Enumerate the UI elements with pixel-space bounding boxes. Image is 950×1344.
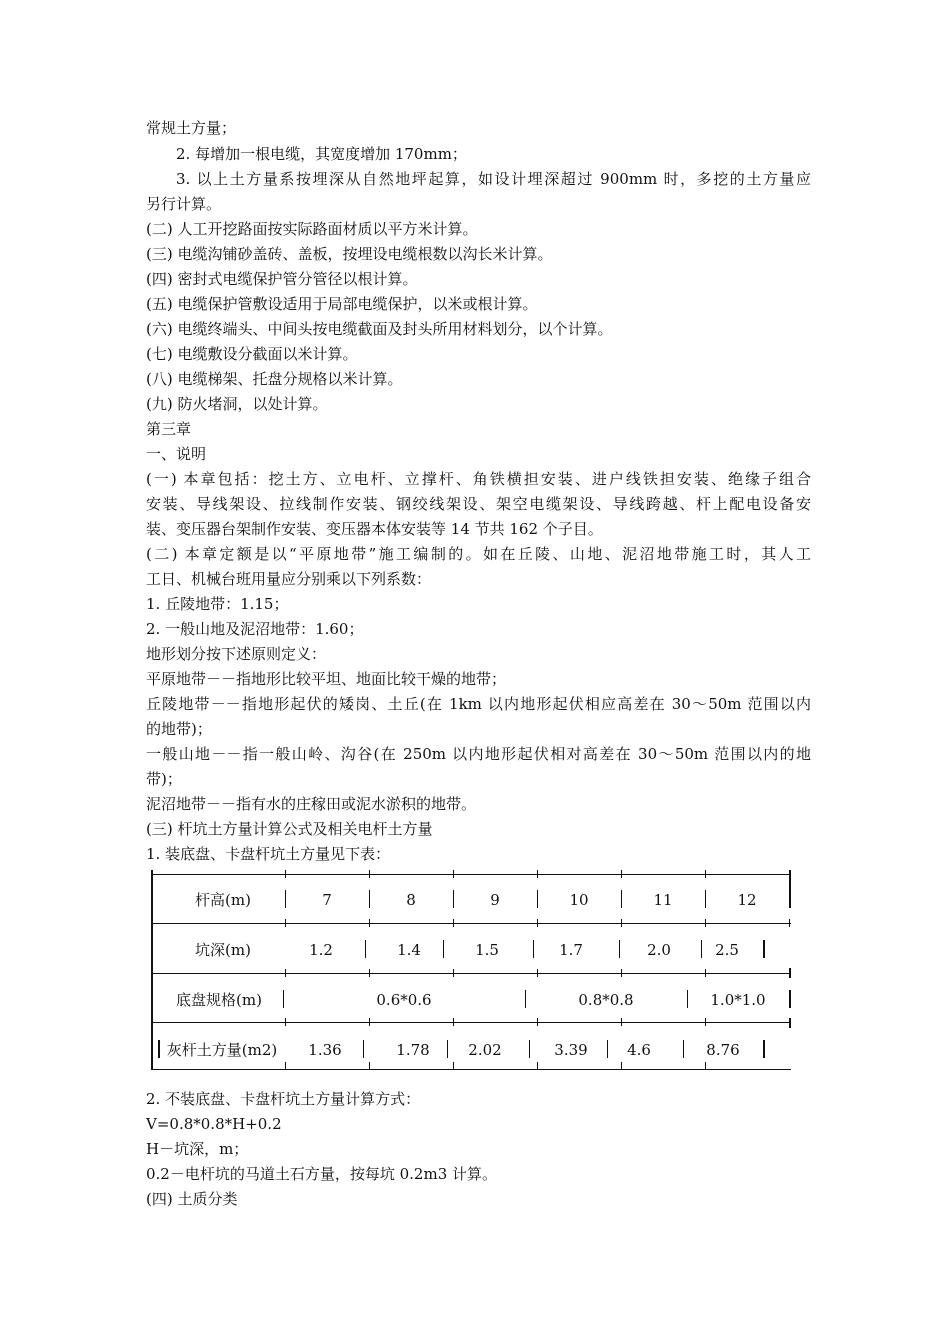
table-rule bbox=[151, 874, 791, 875]
table-tick bbox=[453, 969, 454, 977]
paragraph: 2. 不装底盘、卡盘杆坑土方量计算方式： bbox=[146, 1090, 421, 1108]
table-tick bbox=[705, 870, 706, 878]
table-tick bbox=[537, 1018, 538, 1026]
paragraph: 1. 装底盘、卡盘杆坑土方量见下表： bbox=[146, 845, 391, 863]
row-label: 坑深(m) bbox=[195, 941, 251, 959]
paragraph: (九) 防火堵洞，以处计算。 bbox=[146, 395, 328, 413]
table-cell: 2.0 bbox=[647, 941, 671, 959]
paragraph: 1. 丘陵地带：1.15； bbox=[146, 595, 289, 613]
paragraph: 常规土方量； bbox=[146, 119, 237, 137]
table-rule bbox=[151, 1069, 791, 1070]
paragraph: (二) 本章定额是以“平原地带”施工编制的。如在丘陵、山地、泥沼地带施工时，其人工 bbox=[146, 545, 811, 563]
paragraph: 地形划分按下述原则定义： bbox=[146, 645, 327, 663]
row-label: 灰杆土方量(m2) bbox=[166, 1041, 278, 1059]
paragraph: 泥沼地带－－指有水的庄稼田或泥水淤积的地带。 bbox=[146, 795, 477, 813]
table-tick bbox=[285, 1018, 286, 1026]
table-rule bbox=[151, 973, 791, 974]
table-cell: 10 bbox=[569, 891, 589, 909]
table-cell: 7 bbox=[322, 891, 332, 909]
table-cell: 8 bbox=[406, 891, 416, 909]
paragraph: (七) 电缆敷设分截面以米计算。 bbox=[146, 345, 358, 363]
paragraph: 丘陵地带－－指地形起伏的矮岗、土丘(在 1km 以内地形起伏相应高差在 30～50m 范围以内 bbox=[146, 695, 811, 713]
table-cell: 1.78 bbox=[396, 1041, 430, 1059]
table-cell: 1.2 bbox=[309, 941, 333, 959]
table-border-right bbox=[789, 968, 791, 978]
formula: V=0.8*0.8*H+0.2 bbox=[146, 1115, 282, 1133]
table-tick bbox=[369, 1018, 370, 1026]
paragraph: (八) 电缆梯架、托盘分规格以米计算。 bbox=[146, 370, 403, 388]
table-tick bbox=[537, 870, 538, 878]
paragraph: 3. 以上土方量系按埋深从自然地坪起算，如设计埋深超过 900mm 时，多挖的土方量应 bbox=[176, 170, 811, 188]
row-label: 杆高(m) bbox=[195, 891, 251, 909]
table-tick bbox=[453, 1018, 454, 1026]
paragraph: 另行计算。 bbox=[146, 195, 222, 213]
table-cell: 1.0*1.0 bbox=[710, 991, 766, 1009]
table-tick bbox=[621, 870, 622, 878]
chapter-heading: 第三章 bbox=[146, 420, 192, 438]
table-tick bbox=[453, 1062, 454, 1070]
paragraph: (四) 密封式电缆保护管分管径以根计算。 bbox=[146, 270, 418, 288]
table-tick bbox=[285, 870, 286, 878]
paragraph: 2. 一般山地及泥沼地带：1.60； bbox=[146, 620, 364, 638]
table-cell: 8.76 bbox=[706, 1041, 740, 1059]
paragraph: 的地带)； bbox=[146, 720, 212, 738]
paragraph: 装、变压器台架制作安装、变压器本体安装等 14 节共 162 个子目。 bbox=[146, 520, 603, 538]
table-border-right bbox=[789, 1018, 791, 1028]
table-tick bbox=[537, 969, 538, 977]
table-rule bbox=[151, 1022, 791, 1023]
table-tick bbox=[621, 1062, 622, 1070]
paragraph: 0.2－电杆坑的马道土石方量，按每坑 0.2m3 计算。 bbox=[146, 1165, 498, 1183]
paragraph: 工日、机械台班用量应分别乘以下列系数： bbox=[146, 570, 432, 588]
paragraph: 安装、导线架设、拉线制作安装、钢绞线架设、架空电缆架设、导线跨越、杆上配电设备安 bbox=[146, 495, 811, 513]
table-tick bbox=[621, 1018, 622, 1026]
cell-separator bbox=[365, 940, 366, 958]
table-tick bbox=[537, 1062, 538, 1070]
paragraph: 平原地带－－指地形比较平坦、地面比较干燥的地带； bbox=[146, 670, 507, 688]
pole-pit-earthwork-table bbox=[151, 870, 791, 1070]
table-cell: 1.4 bbox=[397, 941, 421, 959]
paragraph: 2. 每增加一根电缆，其宽度增加 170mm； bbox=[176, 145, 467, 163]
table-cell: 3.39 bbox=[554, 1041, 588, 1059]
table-rule bbox=[151, 923, 791, 924]
table-tick bbox=[453, 919, 454, 927]
table-tick bbox=[705, 919, 706, 927]
table-cell: 0.6*0.6 bbox=[376, 991, 432, 1009]
table-cell: 11 bbox=[653, 891, 673, 909]
table-border-left bbox=[151, 870, 153, 1070]
table-tick bbox=[705, 969, 706, 977]
table-cell: 2.5 bbox=[715, 941, 739, 959]
table-cell: 12 bbox=[737, 891, 757, 909]
paragraph: (四) 土质分类 bbox=[146, 1190, 238, 1208]
paragraph: (五) 电缆保护管敷设适用于局部电缆保护，以米或根计算。 bbox=[146, 295, 538, 313]
paragraph: H－坑深，m； bbox=[146, 1140, 249, 1158]
table-border-right bbox=[789, 870, 791, 908]
paragraph: (二) 人工开挖路面按实际路面材质以平方米计算。 bbox=[146, 220, 478, 238]
table-tick bbox=[369, 919, 370, 927]
section-heading: 一、说明 bbox=[146, 445, 207, 463]
cell-separator bbox=[789, 990, 791, 1008]
row-label: 底盘规格(m) bbox=[176, 991, 262, 1009]
table-cell: 2.02 bbox=[468, 1041, 502, 1059]
table-cell: 1.7 bbox=[559, 941, 583, 959]
table-tick bbox=[789, 919, 790, 927]
table-tick bbox=[621, 919, 622, 927]
table-tick bbox=[621, 969, 622, 977]
paragraph: (一) 本章包括：挖土方、立电杆、立撑杆、角铁横担安装、进户线铁担安装、绝缘子组合 bbox=[146, 470, 811, 488]
table-tick bbox=[285, 1062, 286, 1070]
table-tick bbox=[369, 969, 370, 977]
table-cell: 1.36 bbox=[308, 1041, 342, 1059]
paragraph: 带)； bbox=[146, 770, 182, 788]
table-tick bbox=[285, 969, 286, 977]
paragraph: 一般山地－－指一般山岭、沟谷(在 250m 以内地形起伏相对高差在 30～50m 范围以内的地 bbox=[146, 745, 811, 763]
table-tick bbox=[705, 1018, 706, 1026]
table-tick bbox=[369, 870, 370, 878]
paragraph: (三) 电缆沟铺砂盖砖、盖板，按埋设电缆根数以沟长米计算。 bbox=[146, 245, 553, 263]
cell-separator bbox=[151, 940, 153, 958]
table-tick bbox=[453, 870, 454, 878]
table-tick bbox=[369, 1062, 370, 1070]
table-tick bbox=[705, 1062, 706, 1070]
paragraph: (三) 杆坑土方量计算公式及相关电杆土方量 bbox=[146, 820, 433, 838]
table-cell: 0.8*0.8 bbox=[578, 991, 634, 1009]
table-tick bbox=[537, 919, 538, 927]
table-cell: 1.5 bbox=[475, 941, 499, 959]
table-cell: 9 bbox=[490, 891, 500, 909]
table-tick bbox=[285, 919, 286, 927]
paragraph: (六) 电缆终端头、中间头按电缆截面及封头所用材料划分，以个计算。 bbox=[146, 320, 613, 338]
table-cell: 4.6 bbox=[627, 1041, 651, 1059]
